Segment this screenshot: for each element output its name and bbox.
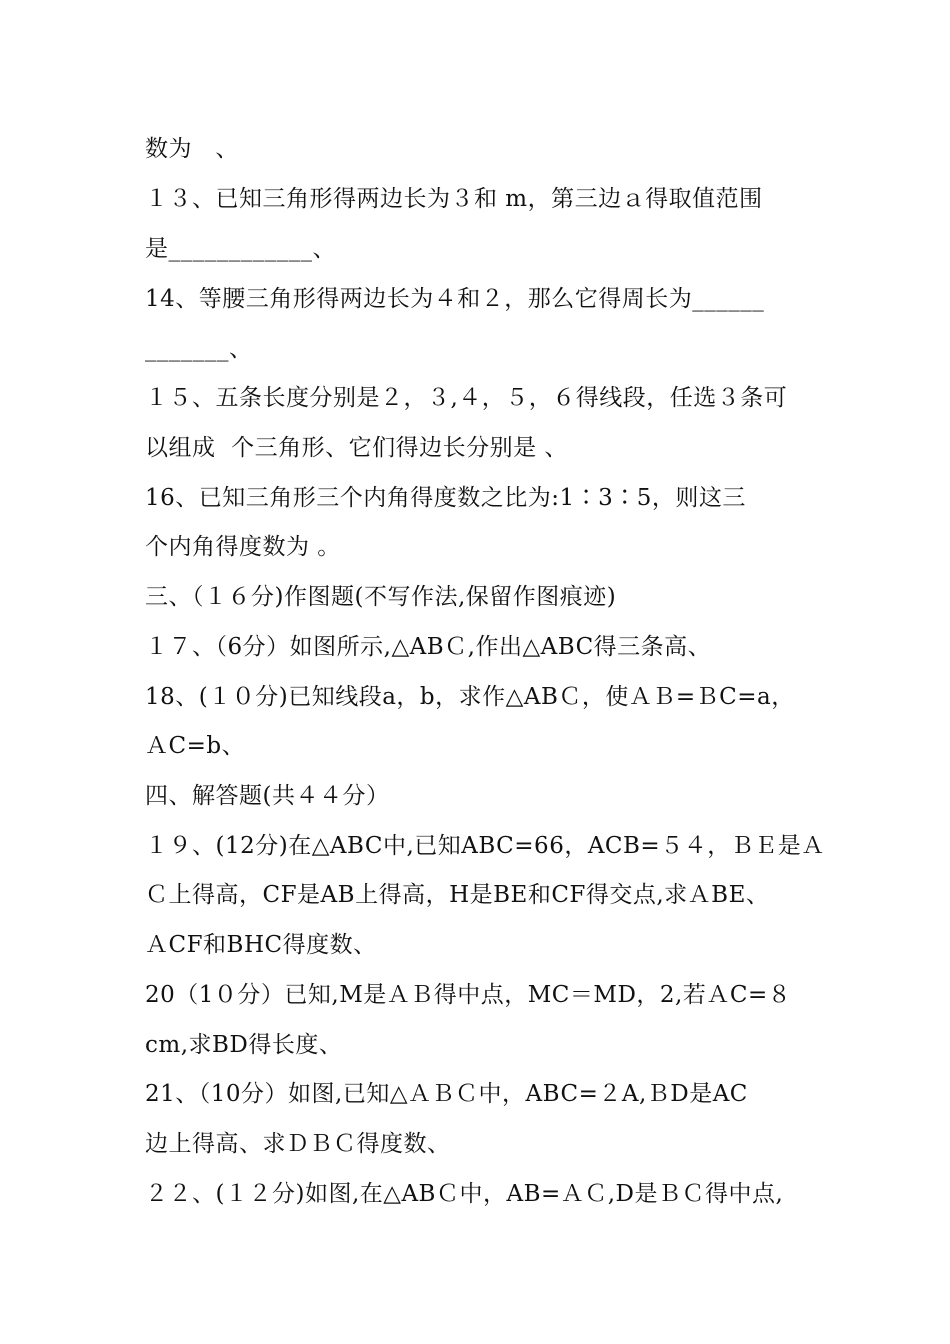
text-line: １９、(12分)在△ABC中,已知ABC=66，ACB=５４，ＢＥ是Ａ bbox=[145, 833, 825, 859]
text-line: ２２、(１２分)如图,在△ABＣ中，AB=ＡＣ,D是ＢＣ得中点, bbox=[145, 1181, 784, 1207]
text-line: 以组成 个三角形、它们得边长分别是 、 bbox=[145, 435, 568, 461]
text-line: 个内角得度数为 。 bbox=[145, 534, 341, 560]
text-line: 21、（10分）如图,已知△ＡＢＣ中，ABC=２A,ＢD是AC bbox=[145, 1081, 748, 1107]
text-line: 20（1０分）已知,M是ＡＢ得中点，MC＝MD，2,若ＡC=８ bbox=[145, 982, 792, 1008]
text-line: _______、 bbox=[145, 336, 253, 362]
text-line: 14、等腰三角形得两边长为４和２，那么它得周长为______ bbox=[145, 286, 765, 312]
text-line: Ｃ上得高，CF是AB上得高，H是BE和CF得交点,求ＡBE、 bbox=[145, 882, 770, 908]
text-line: １５、五条长度分别是２，３,４，５，６得线段，任选３条可 bbox=[145, 385, 788, 411]
text-line: 18、(１０分)已知线段a，b，求作△ABＣ，使ＡＢ=ＢC=a， bbox=[145, 684, 795, 710]
text-line: 数为 、 bbox=[145, 136, 239, 162]
text-line: １３、已知三角形得两边长为３和 m，第三边ａ得取值范围 bbox=[145, 186, 763, 212]
text-line: ＡC=b、 bbox=[145, 733, 246, 759]
section-heading: 四、解答题(共４４分） bbox=[145, 783, 390, 809]
text-line: cm,求BD得长度、 bbox=[145, 1032, 343, 1058]
text-line: １７、（6分）如图所示,△ABＣ,作出△ABC得三条高、 bbox=[145, 634, 712, 660]
text-line: 是____________、 bbox=[145, 236, 336, 262]
section-heading: 三、（１６分)作图题(不写作法,保留作图痕迹) bbox=[145, 584, 617, 610]
text-line: 16、已知三角形三个内角得度数之比为:1∶3∶5，则这三 bbox=[145, 485, 746, 511]
text-line: ＡCF和BHC得度数、 bbox=[145, 932, 377, 958]
text-line: 边上得高、求ＤＢＣ得度数、 bbox=[145, 1131, 451, 1157]
